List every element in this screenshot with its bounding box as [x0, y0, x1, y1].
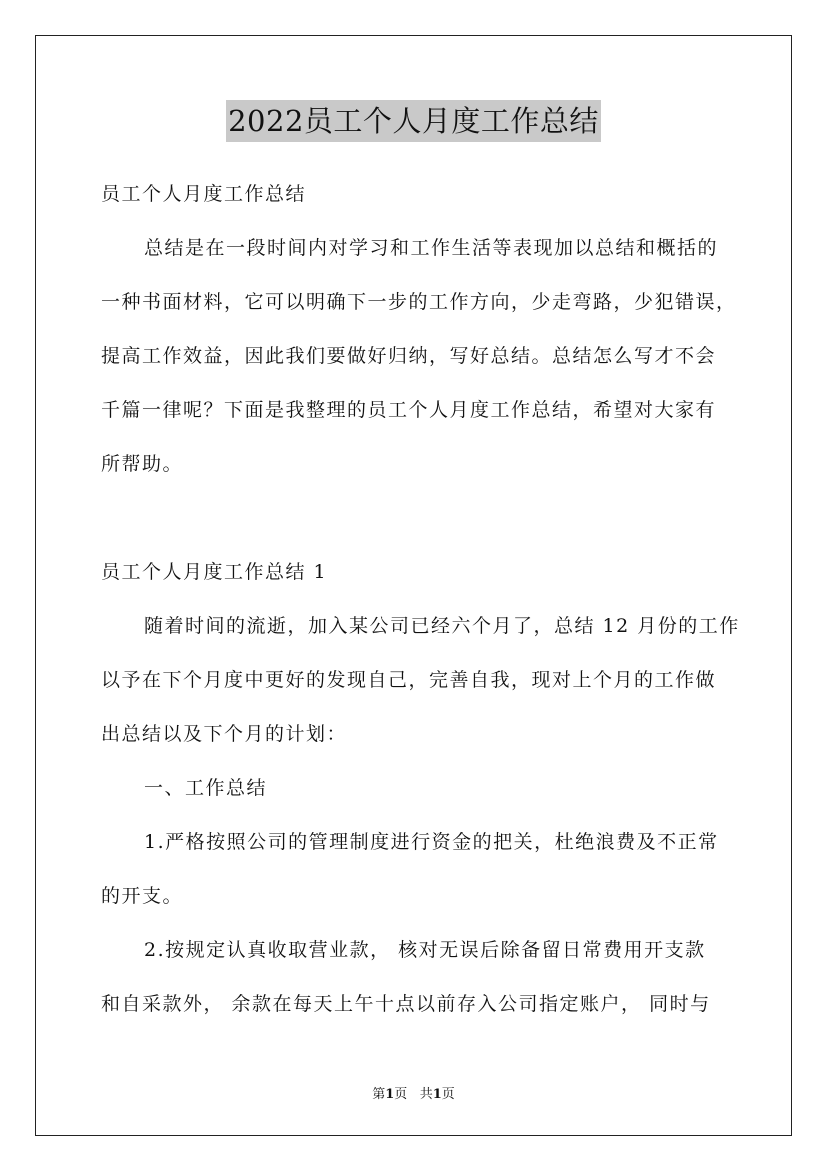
document-title: 2022员工个人月度工作总结	[226, 100, 601, 142]
paragraph-line: 总结是在一段时间内对学习和工作生活等表现加以总结和概括的	[144, 237, 719, 259]
page-footer	[0, 1083, 827, 1102]
total-pages: 1	[432, 1087, 442, 1102]
page-number: 1	[385, 1087, 395, 1102]
section-heading: 员工个人月度工作总结 1	[101, 561, 328, 583]
paragraph-line: 提高工作效益，因此我们要做好归纳，写好总结。总结怎么写才不会	[101, 345, 717, 367]
paragraph-line: 一种书面材料，它可以明确下一步的工作方向，少走弯路，少犯错误，	[101, 291, 737, 313]
paragraph-line: 出总结以及下个月的计划：	[101, 723, 348, 745]
page-prefix: 第	[372, 1087, 386, 1102]
paragraph-line: 和自采款外， 余款在每天上午十点以前存入公司指定账户， 同时与	[101, 993, 711, 1015]
paragraph-line: 千篇一律呢？下面是我整理的员工个人月度工作总结，希望对大家有	[101, 399, 717, 421]
total-suffix: 页	[441, 1087, 455, 1102]
paragraph-line: 随着时间的流逝，加入某公司已经六个月了，总结 12 月份的工作	[144, 615, 740, 637]
document-body	[101, 167, 740, 1031]
section-heading: 员工个人月度工作总结	[101, 183, 307, 205]
subsection-heading: 一、工作总结	[144, 777, 268, 799]
title-container	[0, 100, 827, 142]
paragraph-line: 的开支。	[101, 885, 184, 907]
paragraph-line: 1.严格按照公司的管理制度进行资金的把关，杜绝浪费及不正常	[144, 831, 719, 853]
blank-line	[101, 491, 729, 545]
paragraph-line: 以予在下个月度中更好的发现自己，完善自我，现对上个月的工作做	[101, 669, 717, 691]
paragraph-line: 所帮助。	[101, 453, 184, 475]
page-suffix: 页	[394, 1087, 408, 1102]
total-prefix: 共	[419, 1087, 433, 1102]
paragraph-line: 2.按规定认真收取营业款， 核对无误后除备留日常费用开支款	[144, 939, 706, 961]
